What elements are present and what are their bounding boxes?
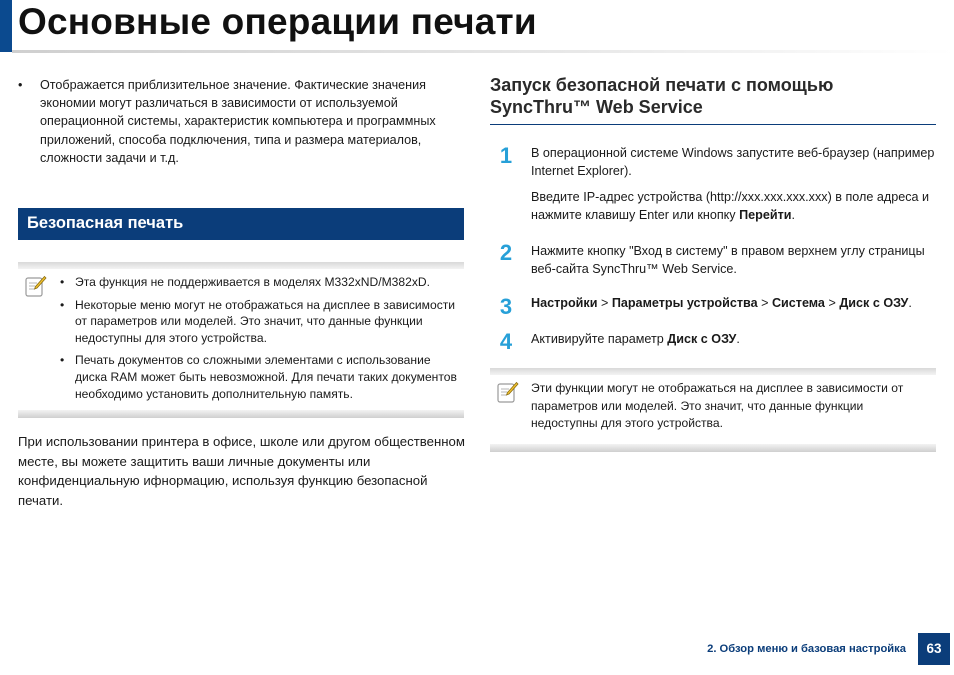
note-top-shadow bbox=[18, 262, 464, 269]
step-4-text-end: . bbox=[736, 332, 740, 346]
step-3-text bbox=[531, 294, 941, 312]
step-number: 4 bbox=[499, 329, 513, 354]
menu-path-separator: > bbox=[824, 296, 840, 310]
note-bottom-shadow bbox=[18, 410, 464, 418]
footer-chapter-link[interactable]: 2. Обзор меню и базовая настройка bbox=[707, 643, 906, 655]
step-1-go-label: Перейти bbox=[739, 208, 792, 222]
note-box bbox=[18, 262, 464, 418]
note-item: • Некоторые меню могут не отображаться на дисплее в зависимости от параметров или моделей. Это значит, что данные функции недоступны для этого устройства. bbox=[58, 297, 460, 347]
menu-path-settings: Настройки bbox=[531, 296, 598, 310]
note-bottom-shadow bbox=[490, 444, 936, 452]
step-1-line2-end: . bbox=[791, 208, 795, 222]
note-box bbox=[490, 368, 936, 452]
menu-path-device-settings: Параметры устройства bbox=[611, 296, 758, 310]
subsection-divider bbox=[490, 124, 936, 125]
bullet-marker: • bbox=[18, 78, 23, 92]
step-4-ram-disk-label: Диск с ОЗУ bbox=[667, 332, 737, 346]
menu-path-separator: > bbox=[757, 296, 772, 310]
subsection-title: Запуск безопасной печати с помощью SyncThru™ Web Service bbox=[490, 75, 834, 117]
title-divider bbox=[12, 50, 954, 53]
note-item: • Эта функция не поддерживается в моделях M332xND/M382xD. bbox=[58, 274, 460, 291]
note-top-shadow bbox=[490, 368, 936, 375]
step-4-text bbox=[531, 330, 937, 348]
menu-path-system: Система bbox=[771, 296, 825, 310]
step-number: 3 bbox=[499, 294, 513, 319]
title-accent-bar bbox=[0, 0, 12, 52]
step-2-text: Нажмите кнопку "Вход в систему" в правом верхнем углу страницы веб-сайта SyncThru™ Web Service. bbox=[531, 244, 925, 276]
step-number: 1 bbox=[499, 143, 513, 168]
menu-path-ram-disk: Диск с ОЗУ bbox=[839, 296, 909, 310]
note-item: • Печать документов со сложными элементами с использование диска RAM может быть невозможной. Для печати таких документов необходимо установить дополнительную память. bbox=[58, 352, 460, 402]
step-1-line1: В операционной системе Windows запустите веб-браузер (например Internet Explorer). bbox=[531, 146, 935, 178]
bullet-text: Отображается приблизительное значение. Фактические значения экономии могут различаться в зависимости от используемой операционной системы, характеристик компьютера и программных приложений, способа подключения, типа и размера материалов, сложности задачи и т.д. bbox=[40, 78, 436, 165]
note-list bbox=[58, 274, 460, 408]
note-pencil-icon bbox=[24, 274, 48, 298]
note-text: Эти функции могут не отображаться на дисплее в зависимости от параметров или моделей. Это значит, что данные функции недоступны для этого устройства. bbox=[531, 381, 904, 431]
step-1-line2-text: Введите IP-адрес устройства (http://xxx.xxx.xxx.xxx) в поле адреса и нажмите клавишу Enter или кнопку bbox=[531, 190, 930, 222]
menu-path-end: . bbox=[908, 296, 912, 310]
info-bullet bbox=[18, 76, 466, 167]
menu-path-separator: > bbox=[597, 296, 612, 310]
note-pencil-icon bbox=[496, 380, 520, 404]
step-4-text-pre: Активируйте параметр bbox=[531, 332, 668, 346]
step-1-text bbox=[531, 144, 937, 224]
step-1-line2 bbox=[531, 188, 937, 224]
step-number: 2 bbox=[499, 240, 513, 265]
page-number-badge: 63 bbox=[918, 633, 950, 665]
page-title: Основные операции печати bbox=[18, 1, 537, 42]
section-header-secure-print: Безопасная печать bbox=[18, 208, 464, 240]
secure-print-paragraph: При использовании принтера в офисе, школе или другом общественном месте, вы можете защитить ваши личные документы или конфиденциальную ифнормацию, используя функцию безопасной печати. bbox=[18, 434, 465, 508]
